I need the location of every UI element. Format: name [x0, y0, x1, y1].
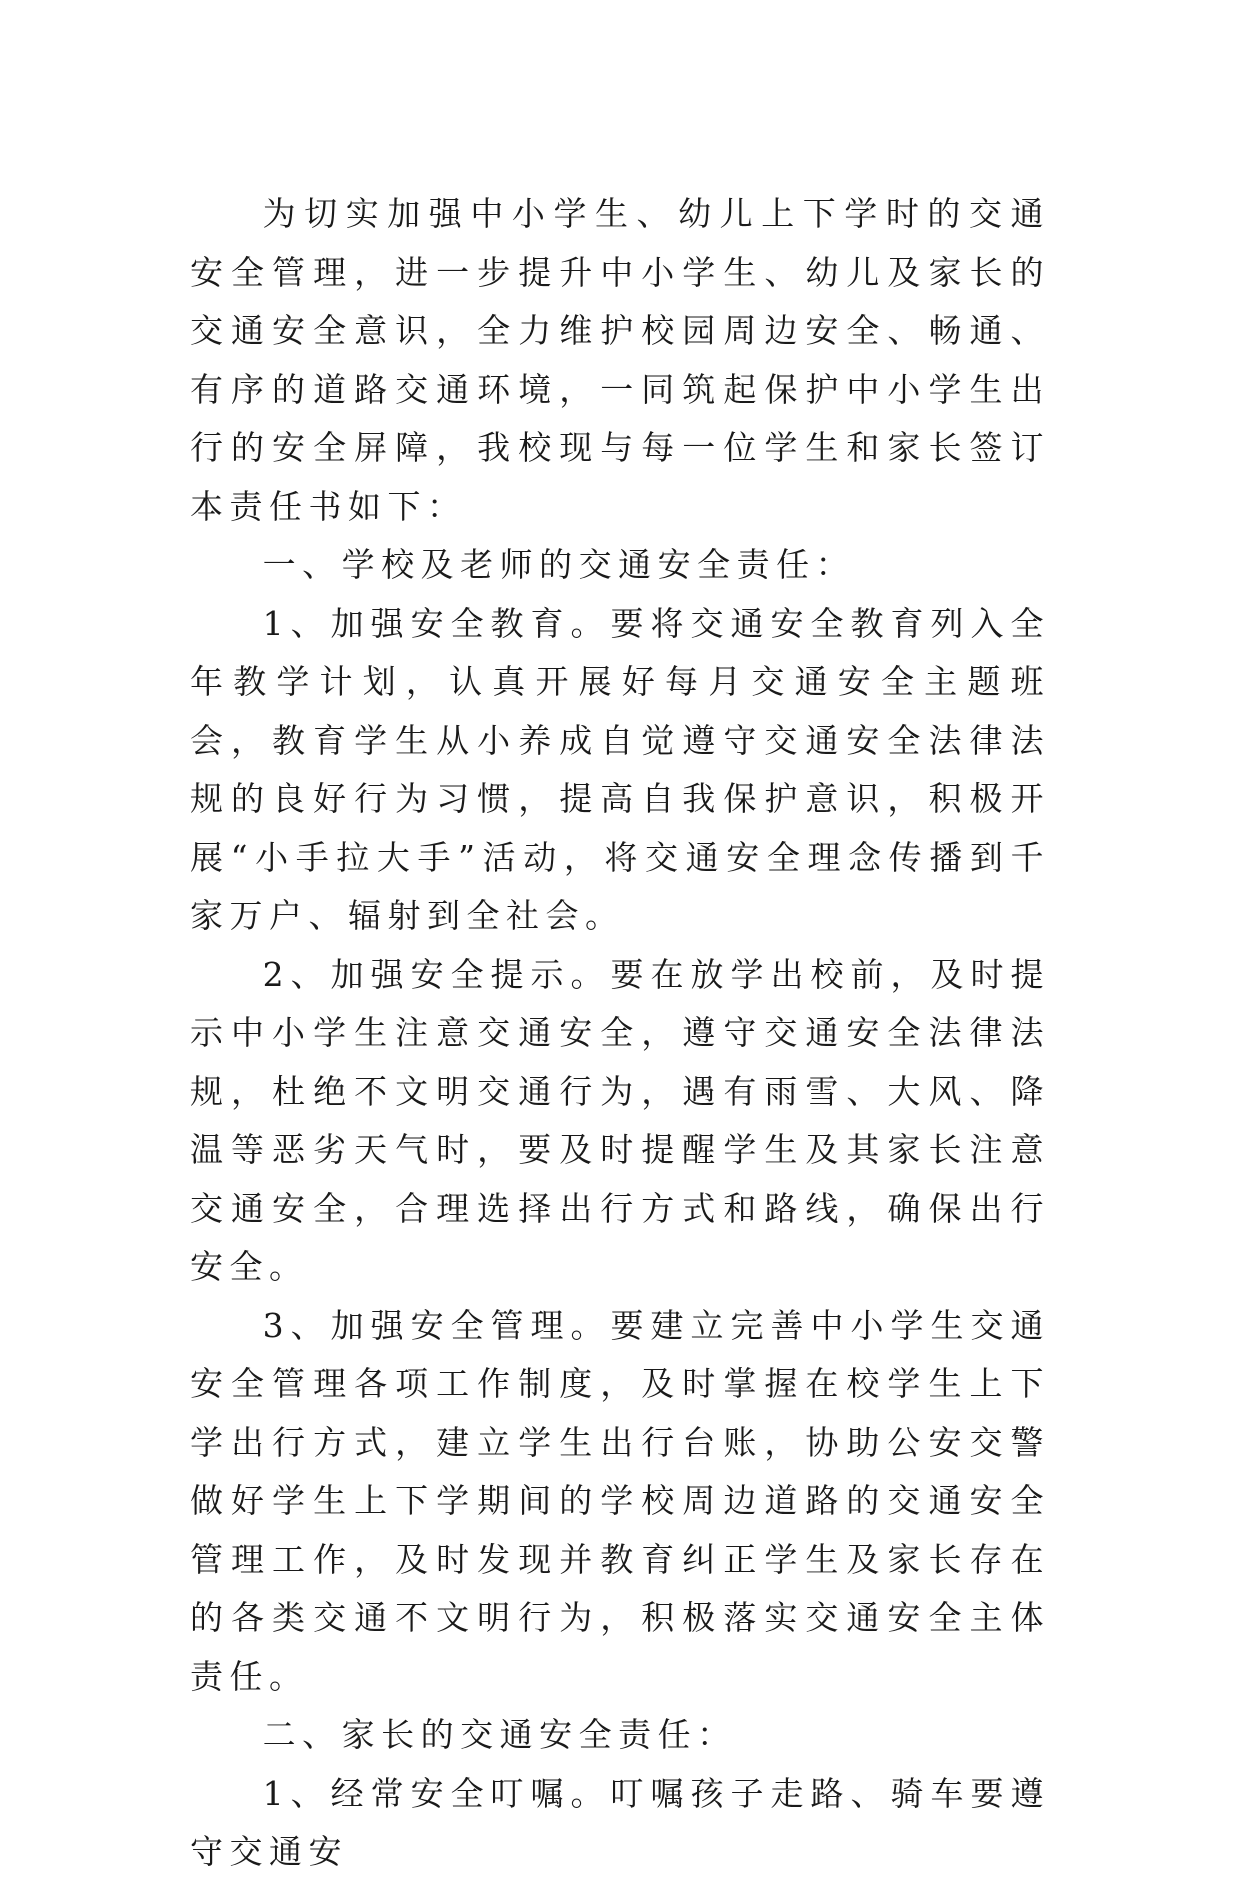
intro-paragraph: 为切实加强中小学生、幼儿上下学时的交通安全管理，进一步提升中小学生、幼儿及家长的交通安全意识，全力维护校园周边安全、畅通、有序的道路交通环境，一同筑起保护中小学生出行的安全屏障，我校现与每一位学生和家长签订本责任书如下：	[190, 194, 1050, 526]
school-item-1-safety-education: 1、加强安全教育。要将交通安全教育列入全年教学计划，认真开展好每月交通安全主题班会，教育学生从小养成自觉遵守交通安全法律法规的良好行为习惯，提高自我保护意识，积极开展“小手拉大手”活动，将交通安全理念传播到千家万户、辐射到全社会。	[190, 603, 1050, 935]
section-heading-parent-responsibility: 二、家长的交通安全责任：	[262, 1715, 737, 1754]
school-item-3-safety-management: 3、加强安全管理。要建立完善中小学生交通安全管理各项工作制度，及时掌握在校学生上下学出行方式，建立学生出行台账，协助公安交警做好学生上下学期间的学校周边道路的交通安全管理工作，及时发现并教育纠正学生及家长存在的各类交通不文明行为，积极落实交通安全主体责任。	[190, 1305, 1050, 1696]
parent-item-1-safety-reminders: 1、经常安全叮嘱。叮嘱孩子走路、骑车要遵守交通安	[190, 1773, 1050, 1871]
section-heading-school-responsibility: 一、学校及老师的交通安全责任：	[262, 545, 856, 584]
document-body	[190, 185, 1050, 1882]
school-item-2-safety-reminder: 2、加强安全提示。要在放学出校前，及时提示中小学生注意交通安全，遵守交通安全法律法规，杜绝不文明交通行为，遇有雨雪、大风、降温等恶劣天气时，要及时提醒学生及其家长注意交通安全，合理选择出行方式和路线，确保出行安全。	[190, 954, 1050, 1286]
